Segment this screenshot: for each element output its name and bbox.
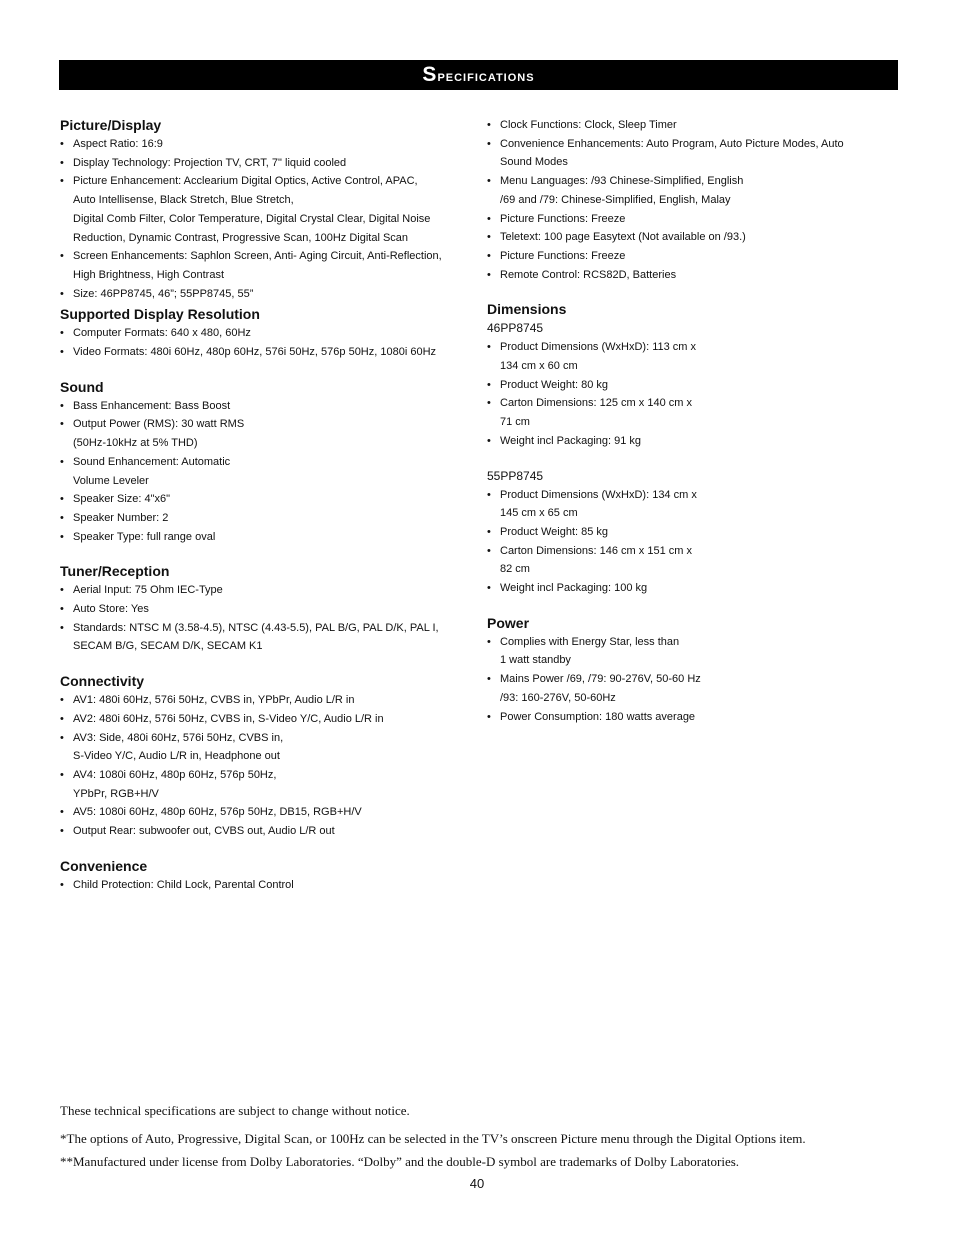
list-item: • Picture Functions: Freeze [487,247,887,266]
convenience-continued-list [487,116,887,284]
dimensions-46-list [487,338,887,450]
tuner-list [60,581,470,656]
title-bar [59,60,898,90]
list-item: • Auto Store: Yes [60,600,470,619]
list-item: • Speaker Type: full range oval [60,528,470,547]
list-item: • Video Formats: 480i 60Hz, 480p 60Hz, 576i 50Hz, 576p 50Hz, 1080i 60Hz [60,343,470,362]
section-title-connectivity: Connectivity [60,673,145,690]
list-item: • Power Consumption: 180 watts average [487,708,887,727]
list-item: • Menu Languages: /93 Chinese-Simplified, English /69 and /79: Chinese-Simplified, English, Malay [487,172,887,209]
list-item: • Complies with Energy Star, less than 1 watt standby [487,633,887,670]
power-list [487,633,887,727]
section-title-supported-display: Supported Display Resolution [60,306,260,323]
supported-display-list [60,324,470,361]
list-item: • Standards: NTSC M (3.58-4.5), NTSC (4.43-5.5), PAL B/G, PAL D/K, PAL I, SECAM B/G, SECAM D/K, SECAM K1 [60,619,470,656]
section-title-picture-display: Picture/Display [60,117,162,133]
section-title-convenience: Convenience [60,857,148,874]
section-title-power: Power [487,614,530,631]
list-item: • AV2: 480i 60Hz, 576i 50Hz, CVBS in, S-Video Y/C, Audio L/R in [60,710,470,729]
list-item: • Remote Control: RCS82D, Batteries [487,266,887,285]
list-item: • Child Protection: Child Lock, Parental Control [60,876,470,895]
list-item: • Convenience Enhancements: Auto Program, Auto Picture Modes, Auto Sound Modes [487,135,887,172]
list-item: • AV5: 1080i 60Hz, 480p 60Hz, 576p 50Hz, DB15, RGB+H/V [60,803,470,822]
list-item: • Aerial Input: 75 Ohm IEC-Type [60,581,470,600]
list-item: • Weight incl Packaging: 100 kg [487,579,887,598]
convenience-list [60,876,470,895]
list-item: • Carton Dimensions: 125 cm x 140 cm x 71 cm [487,394,887,431]
model-subhead-46: 46PP8745 [487,321,544,336]
footer-notice: These technical specifications are subject to change without notice. [60,1103,410,1118]
list-item: • Output Rear: subwoofer out, CVBS out, Audio L/R out [60,822,470,841]
list-item: • Teletext: 100 page Easytext (Not available on /93.) [487,228,887,247]
page-number: 40 [469,1176,485,1191]
footer-note-digital-options: *The options of Auto, Progressive, Digital Scan, or 100Hz can be selected in the TV’s onscreen Picture menu through the Digital Options item. [60,1131,806,1146]
connectivity-list [60,691,470,841]
left-column [60,116,470,895]
list-item: • Output Power (RMS): 30 watt RMS (50Hz-10kHz at 5% THD) [60,415,470,452]
right-column [487,116,887,726]
list-item: • Product Dimensions (WxHxD): 113 cm x 134 cm x 60 cm [487,338,887,375]
section-title-sound: Sound [60,378,104,395]
list-item: • Speaker Number: 2 [60,509,470,528]
model-subhead-55: 55PP8745 [487,468,544,483]
list-item: • Product Dimensions (WxHxD): 134 cm x 145 cm x 65 cm [487,486,887,523]
page-title: Specifications [422,63,535,86]
list-item: • Sound Enhancement: Automatic Volume Leveler [60,453,470,490]
list-item: • Screen Enhancements: Saphlon Screen, Anti- Aging Circuit, Anti-Reflection, High Brightness, High Contrast [60,247,470,284]
list-item: • Display Technology: Projection TV, CRT, 7" liquid cooled [60,154,470,173]
list-item: • Mains Power /69, /79: 90-276V, 50-60 Hz /93: 160-276V, 50-60Hz [487,670,887,707]
list-item: • Aspect Ratio: 16:9 [60,135,470,154]
list-item: • Picture Enhancement: Acclearium Digital Optics, Active Control, APAC, Auto Intellisense, Black Stretch, Blue Stretch, Digital Comb Filter, Color Temperature, Digital Crystal Clear, Digital Noise Reduction, Dynamic Contrast, Progressive Scan, 100Hz Digital Scan [60,172,470,247]
footer-note-dolby: **Manufactured under license from Dolby Laboratories. “Dolby” and the double-D symbol are trademarks of Dolby Laboratories. [60,1154,740,1169]
list-item: • Size: 46PP8745, 46”; 55PP8745, 55” [60,285,470,304]
list-item: • Bass Enhancement: Bass Boost [60,397,470,416]
list-item: • AV4: 1080i 60Hz, 480p 60Hz, 576p 50Hz, YPbPr, RGB+H/V [60,766,470,803]
list-item: • Computer Formats: 640 x 480, 60Hz [60,324,470,343]
list-item: • Carton Dimensions: 146 cm x 151 cm x 82 cm [487,542,887,579]
section-title-tuner: Tuner/Reception [60,563,170,580]
list-item: • Weight incl Packaging: 91 kg [487,432,887,451]
sound-list [60,397,470,547]
list-item: • Speaker Size: 4"x6" [60,490,470,509]
list-item: • Clock Functions: Clock, Sleep Timer [487,116,887,135]
list-item: • Picture Functions: Freeze [487,210,887,229]
dimensions-55-list [487,486,887,598]
list-item: • AV1: 480i 60Hz, 576i 50Hz, CVBS in, YPbPr, Audio L/R in [60,691,470,710]
list-item: • AV3: Side, 480i 60Hz, 576i 50Hz, CVBS in, S-Video Y/C, Audio L/R in, Headphone out [60,729,470,766]
list-item: • Product Weight: 85 kg [487,523,887,542]
list-item: • Product Weight: 80 kg [487,376,887,395]
section-title-dimensions: Dimensions [487,301,567,318]
picture-display-list [60,135,470,303]
